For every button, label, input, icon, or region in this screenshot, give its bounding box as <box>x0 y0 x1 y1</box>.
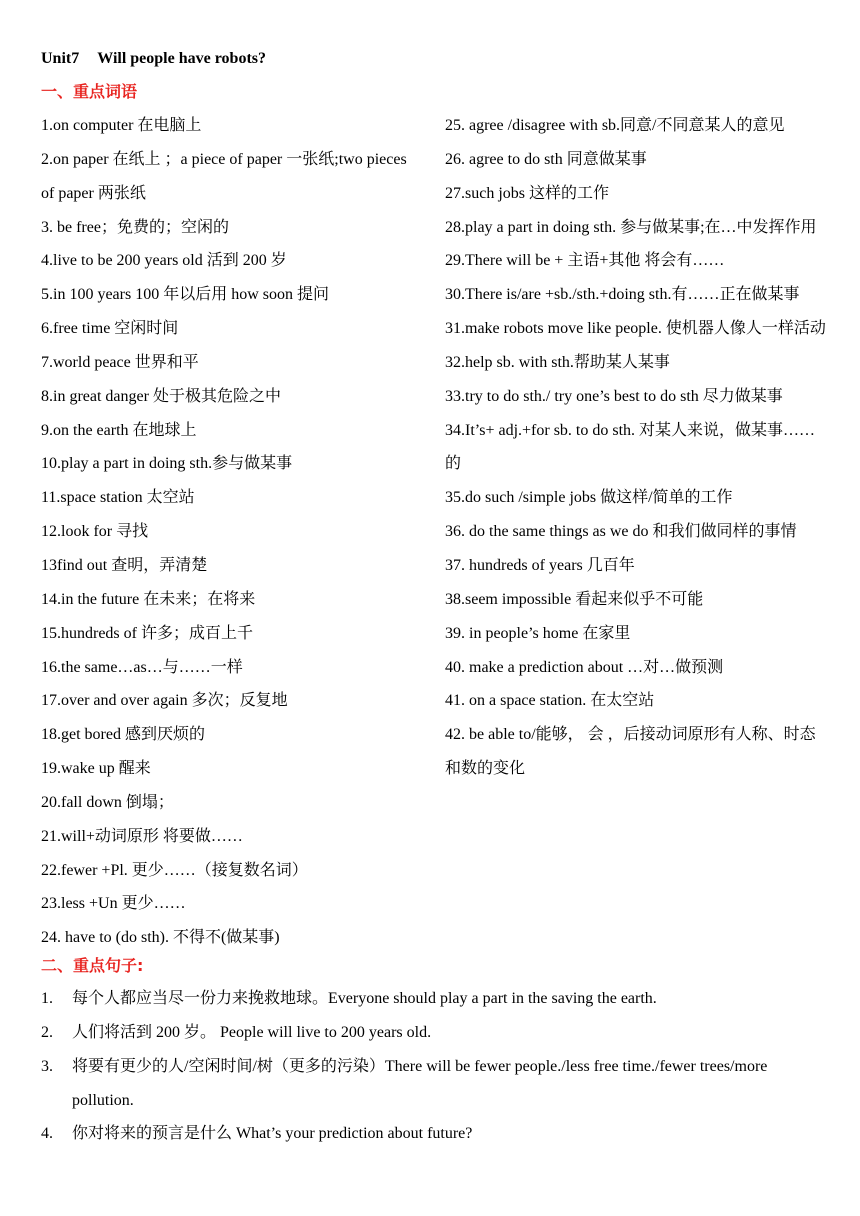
phrase-item: 10.play a part in doing sth.参与做某事 <box>41 455 293 473</box>
phrase-item: 23.less +Un 更少…… <box>41 895 186 913</box>
phrase-item: 30.There is/are +sb./sth.+doing sth.有……正在做某事 <box>445 286 800 304</box>
phrase-item: 25. agree /disagree with sb.同意/不同意某人的意见 <box>445 117 785 134</box>
phrase-item: 19.wake up 醒来 <box>41 760 151 778</box>
phrase-item: 36. do the same things as we do 和我们做同样的事情 <box>445 523 797 541</box>
phrase-list-right <box>445 109 827 786</box>
phrase-item: 4.live to be 200 years old 活到 200 岁 <box>41 252 287 270</box>
phrase-item: 37. hundreds of years 几百年 <box>445 556 635 574</box>
sentence-item <box>41 1016 826 1050</box>
sentence-text: 每个人都应当尽一份力来挽救地球。Everyone should play a part in the saving the earth. <box>72 990 657 1007</box>
phrase-item: 12.look for 寻找 <box>41 523 149 541</box>
sentence-number: 4. <box>41 1125 53 1143</box>
sentence-number: 2. <box>41 1023 53 1041</box>
phrase-item: 18.get bored 感到厌烦的 <box>41 726 205 744</box>
section-heading-key-phrases: 一、重点词语 <box>41 82 138 101</box>
phrase-item: 24. have to (do sth). 不得不(做某事) <box>41 929 280 947</box>
phrase-item: 29.There will be + 主语+其他 将会有…… <box>445 252 725 270</box>
sentence-list <box>41 982 826 1151</box>
phrase-item: 11.space station 太空站 <box>41 489 195 507</box>
phrase-item: 33.try to do sth./ try one’s best to do sth 尽力做某事 <box>445 387 783 405</box>
phrase-item: 5.in 100 years 100 年以后用 how soon 提问 <box>41 286 329 304</box>
unit-label: Unit7 <box>41 50 80 67</box>
phrase-item: 42. be able to/能够， 会 ，后接动词原形有人称、时态和数的变化 <box>445 726 816 778</box>
phrase-item: 31.make robots move like people. 使机器人像人一样活动 <box>445 320 826 338</box>
phrase-item: 8.in great danger 处于极其危险之中 <box>41 387 281 405</box>
phrase-item: 41. on a space station. 在太空站 <box>445 692 655 710</box>
phrase-item: 20.fall down 倒塌； <box>41 793 174 811</box>
phrase-item: 16.the same…as…与……一样 <box>41 658 243 676</box>
phrase-item: 27.such jobs 这样的工作 <box>445 184 610 202</box>
sentence-text: 你对将来的预言是什么 What’s your prediction about future? <box>72 1125 473 1143</box>
sentence-item <box>41 1117 826 1151</box>
phrase-item: 40. make a prediction about …对…做预测 <box>445 658 724 676</box>
phrase-item: 15.hundreds of 许多；成百上千 <box>41 624 253 642</box>
sentence-item <box>41 982 826 1016</box>
phrase-item: 2.on paper 在纸上 ；a piece of paper 一张纸;two pieces of paper 两张纸 <box>41 150 407 202</box>
phrase-item: 17.over and over again 多次；反复地 <box>41 692 288 710</box>
phrase-item: 35.do such /simple jobs 做这样/简单的工作 <box>445 489 733 507</box>
phrase-item: 32.help sb. with sth.帮助某人某事 <box>445 353 670 371</box>
phrase-item: 14.in the future 在未来；在将来 <box>41 590 256 608</box>
phrase-item: 38.seem impossible 看起来似乎不可能 <box>445 590 704 608</box>
phrase-item: 34.It’s+ adj.+for sb. to do sth. 对某人来说，做某事……的 <box>445 421 816 473</box>
phrase-item: 39. in people’s home 在家里 <box>445 624 631 642</box>
sentence-number: 3. <box>41 1057 53 1075</box>
phrase-item: 3. be free；免费的；空闲的 <box>41 218 229 236</box>
phrase-item: 7.world peace 世界和平 <box>41 353 199 371</box>
sentence-text: 人们将活到 200 岁。 People will live to 200 years old. <box>72 1023 432 1041</box>
phrase-item: 13find out 查明，弄清楚 <box>41 556 208 574</box>
phrase-item: 26. agree to do sth 同意做某事 <box>445 150 647 168</box>
phrase-item: 1.on computer 在电脑上 <box>41 117 202 134</box>
document-title <box>41 48 266 70</box>
unit-title-text: Will people have robots? <box>97 50 266 67</box>
phrase-item: 9.on the earth 在地球上 <box>41 421 197 439</box>
sentence-number: 1. <box>41 990 53 1007</box>
phrase-item: 28.play a part in doing sth. 参与做某事;在…中发挥作用 <box>445 218 817 236</box>
phrase-item: 22.fewer +Pl. 更少……（接复数名词） <box>41 861 308 879</box>
phrase-item: 6.free time 空闲时间 <box>41 320 179 338</box>
sentence-text: 将要有更少的人/空闲时间/树（更多的污染）There will be fewer people./less free time./fewer trees/more pollution. <box>72 1057 768 1109</box>
phrase-list-left <box>41 109 411 955</box>
sentence-item <box>41 1050 826 1118</box>
section-heading-key-sentences: 二、重点句子: <box>41 956 144 975</box>
phrase-item: 21.will+动词原形 将要做…… <box>41 827 243 845</box>
